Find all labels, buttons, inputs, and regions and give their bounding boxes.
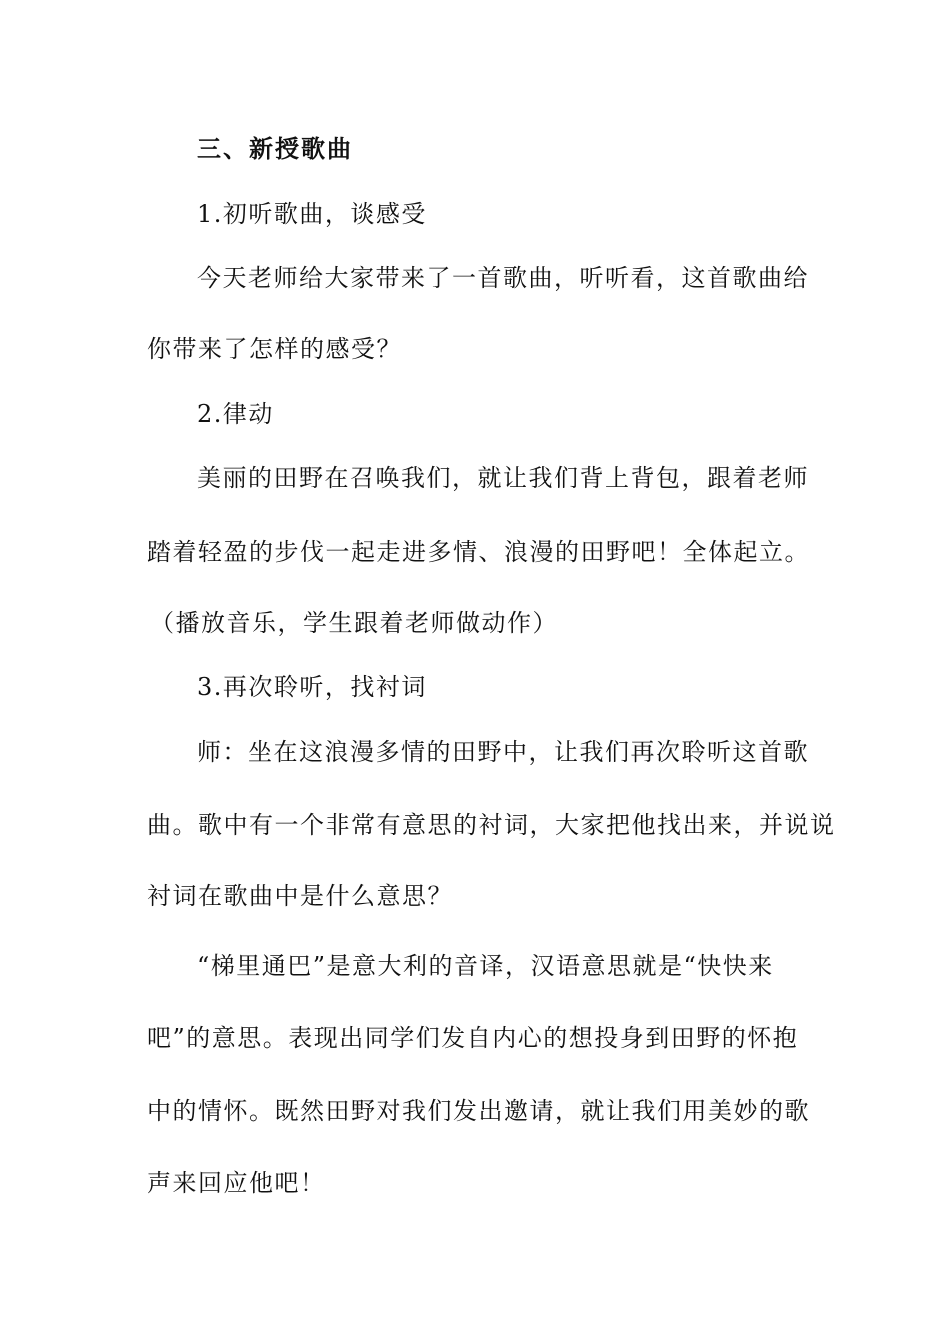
step3-answer-line-2: 吧”的意思。表现出同学们发自内心的想投身到田野的怀抱 [147,1024,799,1052]
step3-paragraph-line-3: 衬词在歌曲中是什么意思？ [147,882,453,910]
step3-answer-line-4: 声来回应他吧！ [147,1169,326,1197]
step1-paragraph-line-2: 你带来了怎样的感受？ [147,335,402,363]
step3-paragraph-line-2: 曲。歌中有一个非常有意思的衬词，大家把他找出来，并说说 [147,811,836,839]
step3-answer-line-1: “梯里通巴”是意大利的音译，汉语意思就是“快快来 [197,952,774,980]
step3-title: 3.再次聆听，找衬词 [197,673,427,701]
step2-paragraph-line-2: 踏着轻盈的步伐一起走进多情、浪漫的田野吧！全体起立。 [147,538,810,566]
step1-paragraph-line-1: 今天老师给大家带来了一首歌曲，听听看，这首歌曲给 [197,264,809,292]
step2-paragraph-line-1: 美丽的田野在召唤我们，就让我们背上背包，跟着老师 [197,464,809,492]
step2-note: （播放音乐，学生跟着老师做动作） [150,609,558,637]
step3-paragraph-line-1: 师：坐在这浪漫多情的田野中，让我们再次聆听这首歌 [197,738,809,766]
step3-answer-line-3: 中的情怀。既然田野对我们发出邀请，就让我们用美妙的歌 [147,1097,810,1125]
section-heading: 三、新授歌曲 [197,134,353,163]
step1-title: 1.初听歌曲，谈感受 [197,200,427,228]
step2-title: 2.律动 [197,400,274,428]
